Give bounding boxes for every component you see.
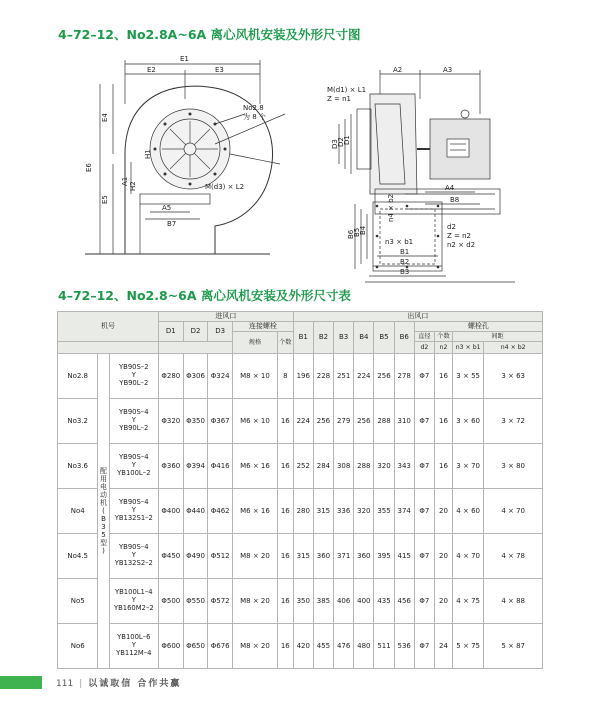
cell-b3: 279	[334, 399, 354, 444]
cell-d2: Φ650	[183, 624, 208, 669]
header-row-1	[58, 312, 543, 322]
cell-b6: 374	[394, 489, 414, 534]
cell-b3: 336	[334, 489, 354, 534]
cell-d1: Φ320	[158, 399, 183, 444]
cell-b6: 415	[394, 534, 414, 579]
page-number: 111	[56, 679, 74, 689]
motor-label-char: B	[101, 515, 106, 524]
label-a4: A4	[445, 184, 455, 192]
label-n4b2: n4 × b2	[387, 193, 395, 222]
label-e6: E6	[85, 163, 93, 172]
cell-n3b1: 3 × 55	[452, 354, 483, 399]
label-b3: B3	[400, 268, 410, 276]
motor-model: YB160M2–2	[113, 603, 154, 612]
cell-d2: Φ306	[183, 354, 208, 399]
cell-d2: Φ394	[183, 444, 208, 489]
cell-n1: 8	[277, 354, 293, 399]
header-b1: B1	[293, 322, 313, 354]
motor-model: YB90L–2	[119, 378, 149, 387]
cell-n2: 24	[434, 624, 452, 669]
cell-d1: Φ400	[158, 489, 183, 534]
model-number: No2.8	[58, 354, 98, 399]
cell-b2: 360	[313, 534, 333, 579]
cell-n4b2: 3 × 72	[484, 399, 543, 444]
cell-b4: 224	[354, 354, 374, 399]
cell-n2: 20	[434, 489, 452, 534]
label-b1: B1	[400, 248, 410, 256]
motor-models	[109, 624, 158, 669]
motor-label-char: )	[102, 547, 105, 556]
cell-d2: Φ490	[183, 534, 208, 579]
cell-b6: 456	[394, 579, 414, 624]
cell-b3: 371	[334, 534, 354, 579]
cell-d2: Φ350	[183, 399, 208, 444]
motor-model: Y	[131, 506, 136, 515]
label-d2: D2	[337, 137, 345, 147]
cell-n1: 16	[277, 399, 293, 444]
dim-e1	[125, 60, 260, 104]
cell-b1: 252	[293, 444, 313, 489]
cell-b2: 284	[313, 444, 333, 489]
motor-models	[109, 354, 158, 399]
header-b5: B5	[374, 322, 394, 354]
cell-n4b2: 5 × 87	[484, 624, 543, 669]
cell-d1: Φ360	[158, 444, 183, 489]
motor-model: Y	[131, 371, 136, 380]
footer-slogan: 以诚取信 合作共赢	[88, 679, 182, 689]
header-n3b1: n3 × b1	[452, 342, 483, 354]
label-d1: D1	[343, 135, 351, 145]
label-b8: B8	[450, 196, 460, 204]
label-n2d2: n2 × d2	[447, 241, 476, 249]
cell-d2h: Φ7	[414, 444, 434, 489]
motor-model: YB90S–2	[119, 363, 149, 372]
cell-b1: 420	[293, 624, 313, 669]
cell-d3: Φ572	[208, 579, 233, 624]
cell-d2h: Φ7	[414, 534, 434, 579]
header-count2: 个数	[434, 332, 452, 342]
label-e4: E4	[101, 113, 109, 122]
motor-model: YB100L1–4	[114, 588, 153, 597]
header-b6: B6	[394, 322, 414, 354]
motor-model: Y	[131, 416, 136, 425]
side-housing	[370, 94, 417, 194]
motor-models	[109, 534, 158, 579]
cell-n1: 16	[277, 579, 293, 624]
cell-n4b2: 3 × 63	[484, 354, 543, 399]
header-count: 个数	[277, 332, 293, 354]
motor-label-char: 型	[100, 539, 107, 548]
cell-d2h: Φ7	[414, 354, 434, 399]
cell-b4: 400	[354, 579, 374, 624]
cell-d3: Φ324	[208, 354, 233, 399]
label-a5: A5	[162, 204, 172, 212]
label-e2: E2	[147, 66, 156, 74]
table-row	[58, 399, 543, 444]
cell-m: M8 × 20	[233, 579, 278, 624]
label-b6: B6	[347, 229, 355, 239]
spec-table	[57, 311, 543, 669]
label-md3: M(d3) × L2	[205, 183, 245, 191]
cell-b3: 476	[334, 624, 354, 669]
cell-m: M8 × 20	[233, 624, 278, 669]
header-n4b2: n4 × b2	[484, 342, 543, 354]
cell-d1: Φ500	[158, 579, 183, 624]
motor-model: Y	[131, 461, 136, 470]
motor-models	[109, 489, 158, 534]
cell-n3b1: 4 × 60	[452, 489, 483, 534]
motor-model: YB90L–2	[119, 423, 149, 432]
motor-model: YB132S1–2	[114, 513, 153, 522]
header-bolt-group: 连接螺栓	[233, 322, 294, 332]
header-d3: D3	[208, 322, 233, 342]
motor-label-char: 动	[100, 490, 107, 499]
cell-d1: Φ280	[158, 354, 183, 399]
header-b4: B4	[354, 322, 374, 354]
table-row	[58, 534, 543, 579]
cell-b6: 343	[394, 444, 414, 489]
label-md1: M(d1) × L1	[327, 86, 367, 94]
cell-d3: Φ462	[208, 489, 233, 534]
header-spacing: 间距	[452, 332, 542, 342]
motor-label-char: 3	[101, 523, 106, 532]
cell-n4b2: 4 × 88	[484, 579, 543, 624]
motor-models	[109, 399, 158, 444]
motor-model: YB90S–4	[119, 498, 149, 507]
label-h1: H1	[144, 149, 152, 159]
header-bolt-hole: 螺栓孔	[414, 322, 542, 332]
header-model: 机号	[58, 312, 159, 342]
motor-model: YB100L–2	[117, 468, 151, 477]
cell-b6: 278	[394, 354, 414, 399]
motor-model: YB100L–6	[117, 633, 151, 642]
label-e5: E5	[101, 195, 109, 204]
header-diameter: 直径	[414, 332, 434, 342]
motor-type-label	[98, 354, 109, 669]
cell-d2h: Φ7	[414, 624, 434, 669]
cell-n1: 16	[277, 444, 293, 489]
label-a3: A3	[443, 66, 453, 74]
drawing-title: 4–72–12、No2.8A~6A 离心风机安装及外形尺寸图	[58, 27, 361, 42]
cell-n4b2: 4 × 78	[484, 534, 543, 579]
header-d2: D2	[183, 322, 208, 342]
cell-n3b1: 4 × 70	[452, 534, 483, 579]
cell-b1: 350	[293, 579, 313, 624]
cell-d3: Φ416	[208, 444, 233, 489]
motor-model: YB112M–4	[116, 648, 152, 657]
cell-b5: 355	[374, 489, 394, 534]
cell-b1: 196	[293, 354, 313, 399]
cell-d2: Φ550	[183, 579, 208, 624]
label-a2: A2	[393, 66, 403, 74]
table-row	[58, 444, 543, 489]
cell-b4: 360	[354, 534, 374, 579]
label-d2h: d2	[447, 223, 456, 231]
model-number: No4	[58, 489, 98, 534]
cell-b1: 224	[293, 399, 313, 444]
cell-b1: 315	[293, 534, 313, 579]
motor-models	[109, 444, 158, 489]
cell-n1: 16	[277, 489, 293, 534]
cell-b2: 455	[313, 624, 333, 669]
header-b2: B2	[313, 322, 333, 354]
cell-d2h: Φ7	[414, 579, 434, 624]
cell-n2: 20	[434, 579, 452, 624]
motor-models	[109, 579, 158, 624]
cell-m: M8 × 20	[233, 534, 278, 579]
label-h2: H2	[129, 181, 137, 191]
motor-model: Y	[131, 551, 136, 560]
fan-technical-drawing	[55, 44, 585, 284]
motor-model: YB90S–4	[119, 408, 149, 417]
motor-model: YB132S2–2	[114, 558, 153, 567]
cell-n2: 20	[434, 534, 452, 579]
cell-b2: 385	[313, 579, 333, 624]
cell-n1: 16	[277, 624, 293, 669]
label-no-note: No2.8	[243, 104, 264, 112]
label-z1: Z = n1	[327, 95, 352, 103]
label-a1: A1	[121, 176, 129, 186]
model-number: No3.2	[58, 399, 98, 444]
motor-model: Y	[131, 596, 136, 605]
motor-label-char: 电	[100, 482, 107, 491]
cell-b2: 228	[313, 354, 333, 399]
cell-b2: 315	[313, 489, 333, 534]
footer-accent-bar	[0, 676, 42, 689]
cell-m: M8 × 10	[233, 354, 278, 399]
header-d1: D1	[158, 322, 183, 342]
page-footer: 111 | 以诚取信 合作共赢	[56, 679, 182, 689]
label-z2: Z = n2	[447, 232, 472, 240]
label-n3b1: n3 × b1	[385, 238, 414, 246]
cell-d2h: Φ7	[414, 399, 434, 444]
cell-d1: Φ600	[158, 624, 183, 669]
cell-m: M6 × 16	[233, 444, 278, 489]
cell-b3: 308	[334, 444, 354, 489]
header-b3: B3	[334, 322, 354, 354]
cell-b6: 536	[394, 624, 414, 669]
cell-n4b2: 4 × 70	[484, 489, 543, 534]
cell-b5: 320	[374, 444, 394, 489]
label-b5: B5	[353, 227, 361, 237]
header-outlet: 出风口	[293, 312, 542, 322]
cell-n3b1: 5 × 75	[452, 624, 483, 669]
cell-n3b1: 3 × 60	[452, 399, 483, 444]
cell-b2: 256	[313, 399, 333, 444]
cell-n3b1: 3 × 70	[452, 444, 483, 489]
motor-model: YB90S–4	[119, 453, 149, 462]
model-number: No4.5	[58, 534, 98, 579]
cell-n3b1: 4 × 75	[452, 579, 483, 624]
label-no-note2: 为 8 个	[243, 113, 266, 121]
label-e1: E1	[180, 55, 189, 63]
label-b4: B4	[359, 225, 367, 235]
cell-b3: 251	[334, 354, 354, 399]
cell-b5: 511	[374, 624, 394, 669]
model-number: No5	[58, 579, 98, 624]
motor-model: Y	[131, 641, 136, 650]
motor-label-char: 配	[100, 466, 107, 475]
cell-b5: 395	[374, 534, 394, 579]
cell-n2: 16	[434, 444, 452, 489]
cell-b4: 480	[354, 624, 374, 669]
label-d3: D3	[331, 139, 339, 149]
cell-m: M6 × 16	[233, 489, 278, 534]
cell-b6: 310	[394, 399, 414, 444]
cell-n1: 16	[277, 534, 293, 579]
header-n2: n2	[434, 342, 452, 354]
cell-b5: 256	[374, 354, 394, 399]
cell-b5: 288	[374, 399, 394, 444]
cell-b4: 320	[354, 489, 374, 534]
label-e3: E3	[215, 66, 224, 74]
cell-d2h: Φ7	[414, 489, 434, 534]
cell-n2: 16	[434, 354, 452, 399]
cell-d2: Φ440	[183, 489, 208, 534]
cell-b1: 280	[293, 489, 313, 534]
cell-b5: 435	[374, 579, 394, 624]
cell-n2: 16	[434, 399, 452, 444]
motor-model: YB90S–4	[119, 543, 149, 552]
cell-m: M6 × 10	[233, 399, 278, 444]
cell-b3: 406	[334, 579, 354, 624]
table-title: 4–72–12、No2.8~6A 离心风机安装及外形尺寸表	[58, 288, 351, 303]
table-row	[58, 579, 543, 624]
motor-label-char: (	[102, 506, 105, 515]
cell-d3: Φ367	[208, 399, 233, 444]
table-row	[58, 489, 543, 534]
cell-b4: 288	[354, 444, 374, 489]
cell-d1: Φ450	[158, 534, 183, 579]
motor-label-char: 用	[100, 474, 107, 483]
model-number: No3.6	[58, 444, 98, 489]
cell-d3: Φ512	[208, 534, 233, 579]
table-row	[58, 354, 543, 399]
header-inlet: 进风口	[158, 312, 293, 322]
model-number: No6	[58, 624, 98, 669]
motor-label-char: 5	[101, 531, 106, 540]
header-spec: 规格	[233, 332, 278, 354]
cell-d3: Φ676	[208, 624, 233, 669]
header-d2s: d2	[414, 342, 434, 354]
cell-b4: 256	[354, 399, 374, 444]
motor-label-char: 机	[100, 498, 107, 507]
label-b2: B2	[400, 258, 410, 266]
table-row	[58, 624, 543, 669]
label-b7: B7	[167, 220, 177, 228]
cell-n4b2: 3 × 80	[484, 444, 543, 489]
